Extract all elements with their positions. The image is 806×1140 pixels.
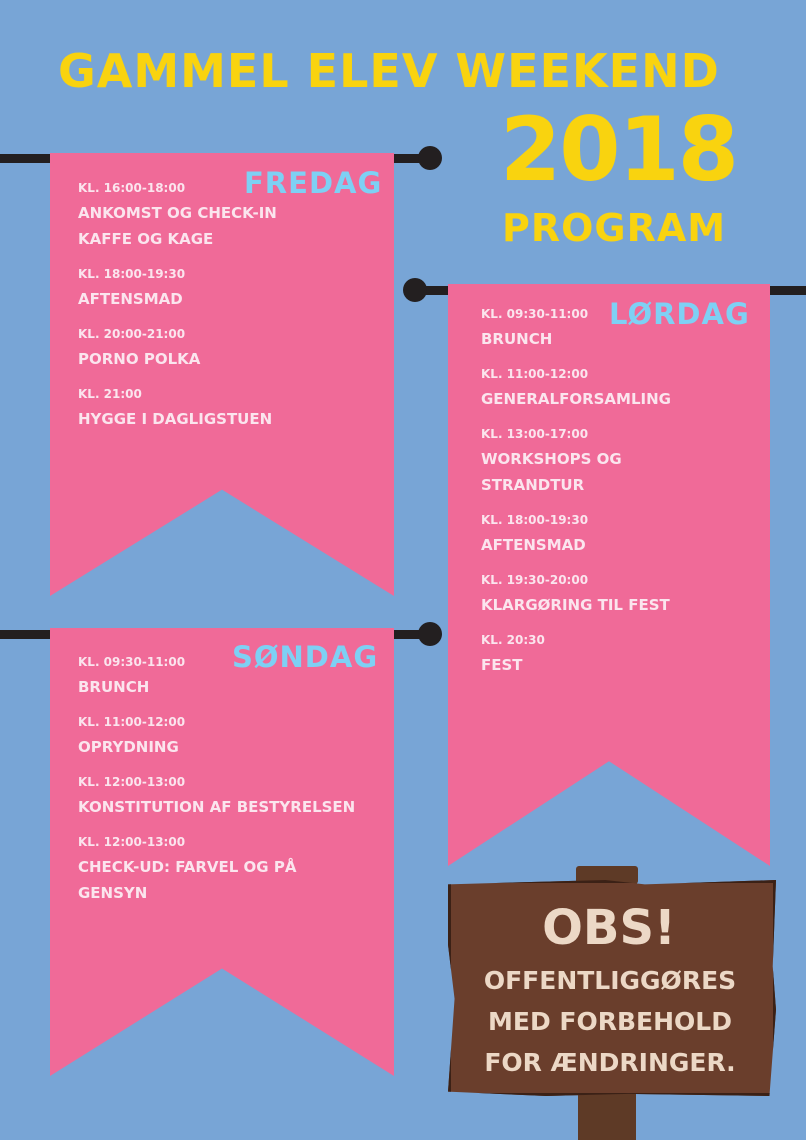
notice-title: OBS! <box>542 900 676 956</box>
rod-knob-saturday <box>403 278 427 302</box>
list-item <box>78 774 378 820</box>
list-item <box>78 714 378 760</box>
event-list-friday <box>78 180 298 446</box>
list-item <box>481 306 681 352</box>
event-activity: KLARGØRING TIL FEST <box>481 596 670 614</box>
event-activity: AFTENSMAD <box>78 290 183 308</box>
event-activity: FEST <box>481 656 523 674</box>
list-item <box>481 632 681 678</box>
day-label-saturday: LØRDAG <box>609 297 750 331</box>
list-item <box>78 654 378 700</box>
list-item <box>78 266 298 312</box>
event-time: KL. 20:00-21:00 <box>78 327 186 341</box>
event-activity: KONSTITUTION AF BESTYRELSEN <box>78 798 356 816</box>
event-time: KL. 19:30-20:00 <box>481 573 589 587</box>
sign-post-bottom <box>578 1088 636 1140</box>
event-time: KL. 11:00-12:00 <box>481 367 589 381</box>
day-label-friday: FREDAG <box>244 166 383 200</box>
list-item <box>481 572 681 618</box>
poster-year: 2018 <box>500 98 737 201</box>
event-time: KL. 18:00-19:30 <box>78 267 186 281</box>
rod-knob-friday <box>418 146 442 170</box>
list-item <box>78 326 298 372</box>
list-item <box>78 834 318 906</box>
event-time: KL. 21:00 <box>78 387 142 401</box>
event-activity: BRUNCH <box>481 330 553 348</box>
event-time: KL. 12:00-13:00 <box>78 835 186 849</box>
poster-subtitle: PROGRAM <box>502 206 727 250</box>
day-label-sunday: SØNDAG <box>232 640 379 674</box>
event-time: KL. 18:00-19:30 <box>481 513 589 527</box>
list-item <box>78 180 298 252</box>
event-list-saturday <box>481 306 681 692</box>
event-activity: PORNO POLKA <box>78 350 201 368</box>
event-activity: GENERALFORSAMLING <box>481 390 671 408</box>
poster-title: GAMMEL ELEV WEEKEND <box>58 44 720 98</box>
event-activity: BRUNCH <box>78 678 150 696</box>
event-time: KL. 13:00-17:00 <box>481 427 589 441</box>
event-time: KL. 11:00-12:00 <box>78 715 186 729</box>
event-activity: HYGGE I DAGLIGSTUEN <box>78 410 273 428</box>
list-item <box>78 386 298 432</box>
event-activity: ANKOMST OG CHECK-IN KAFFE OG KAGE <box>78 204 277 248</box>
rod-knob-sunday <box>418 622 442 646</box>
event-activity: OPRYDNING <box>78 738 179 756</box>
event-list-sunday <box>78 654 378 920</box>
notice-message: OFFENTLIGGØRES MED FORBEHOLD FOR ÆNDRINGER. <box>483 966 737 1077</box>
list-item <box>481 366 681 412</box>
event-activity: AFTENSMAD <box>481 536 586 554</box>
list-item <box>481 512 681 558</box>
event-time: KL. 20:30 <box>481 633 545 647</box>
event-activity: WORKSHOPS OG STRANDTUR <box>481 450 622 494</box>
list-item <box>481 426 681 498</box>
event-time: KL. 12:00-13:00 <box>78 775 186 789</box>
event-time: KL. 09:30-11:00 <box>78 655 186 669</box>
event-time: KL. 09:30-11:00 <box>481 307 589 321</box>
event-time: KL. 16:00-18:00 <box>78 181 186 195</box>
event-activity: CHECK-UD: FARVEL OG PÅ GENSYN <box>78 858 297 902</box>
